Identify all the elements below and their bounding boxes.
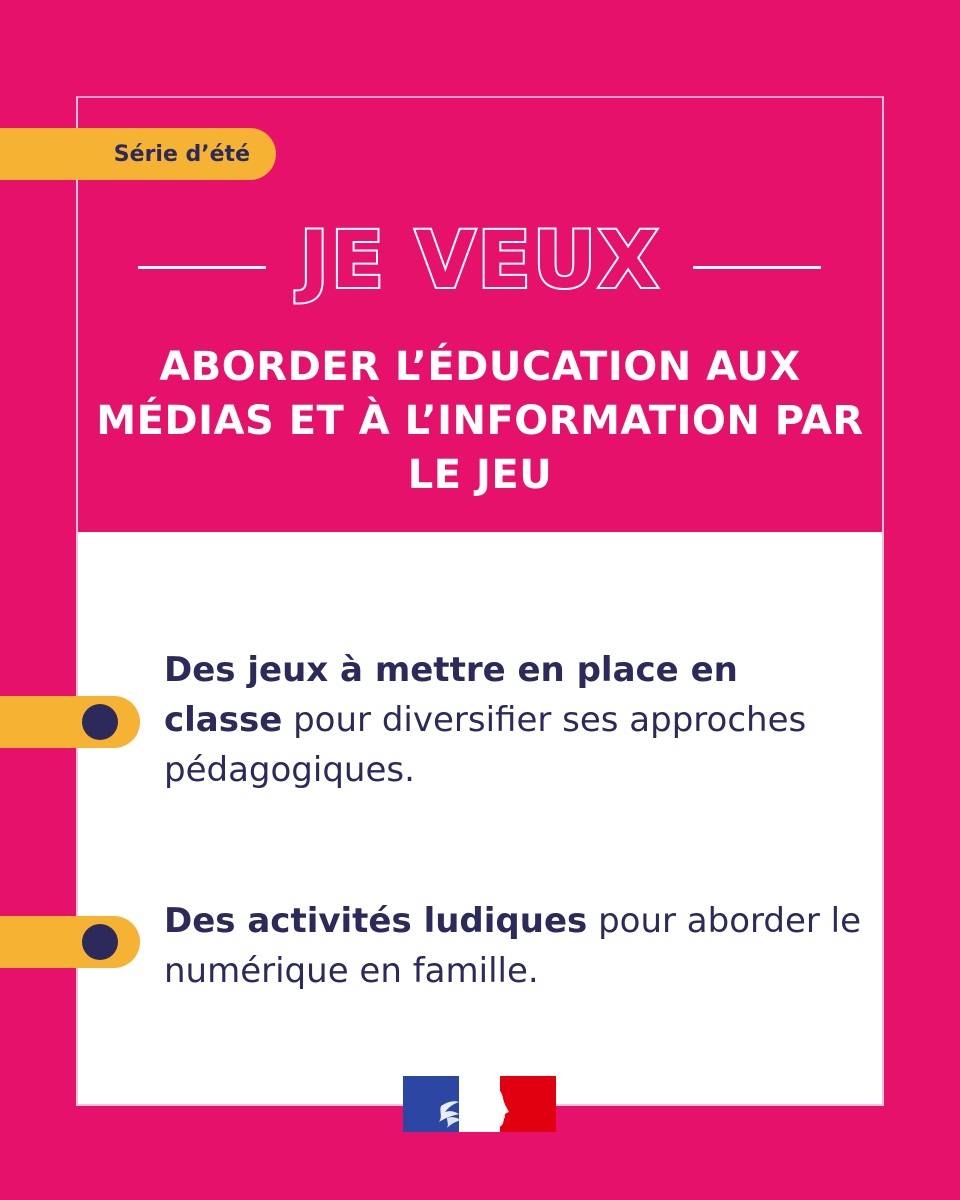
bullet-1-bold: Des jeux à mettre en place en classe bbox=[164, 650, 738, 740]
bullet-1-rest: pour diversifier ses approches pédagogiques. bbox=[164, 700, 807, 790]
bullet-text-2 bbox=[164, 896, 864, 996]
bullet-dot-icon bbox=[82, 924, 118, 960]
card-body bbox=[78, 532, 882, 1104]
bullet-marker-2 bbox=[0, 916, 140, 968]
bullet-2-bold: Des activités ludiques bbox=[164, 901, 588, 941]
hero-title: JE VEUX bbox=[299, 216, 661, 306]
bullet-2-rest: pour aborder le numérique en famille. bbox=[164, 901, 862, 991]
series-tag bbox=[0, 128, 276, 180]
series-tag-label: Série d’été bbox=[113, 141, 250, 167]
hero-subtitle: ABORDER L’ÉDUCATION AUX MÉDIAS ET À L’INFORMATION PAR LE JEU bbox=[96, 344, 864, 498]
bullet-text-1 bbox=[164, 645, 864, 795]
marianne-flag-icon bbox=[403, 1076, 556, 1132]
bullet-marker-1 bbox=[0, 696, 140, 748]
bullet-dot-icon bbox=[82, 704, 118, 740]
marianne-logo-icon bbox=[403, 1076, 556, 1132]
